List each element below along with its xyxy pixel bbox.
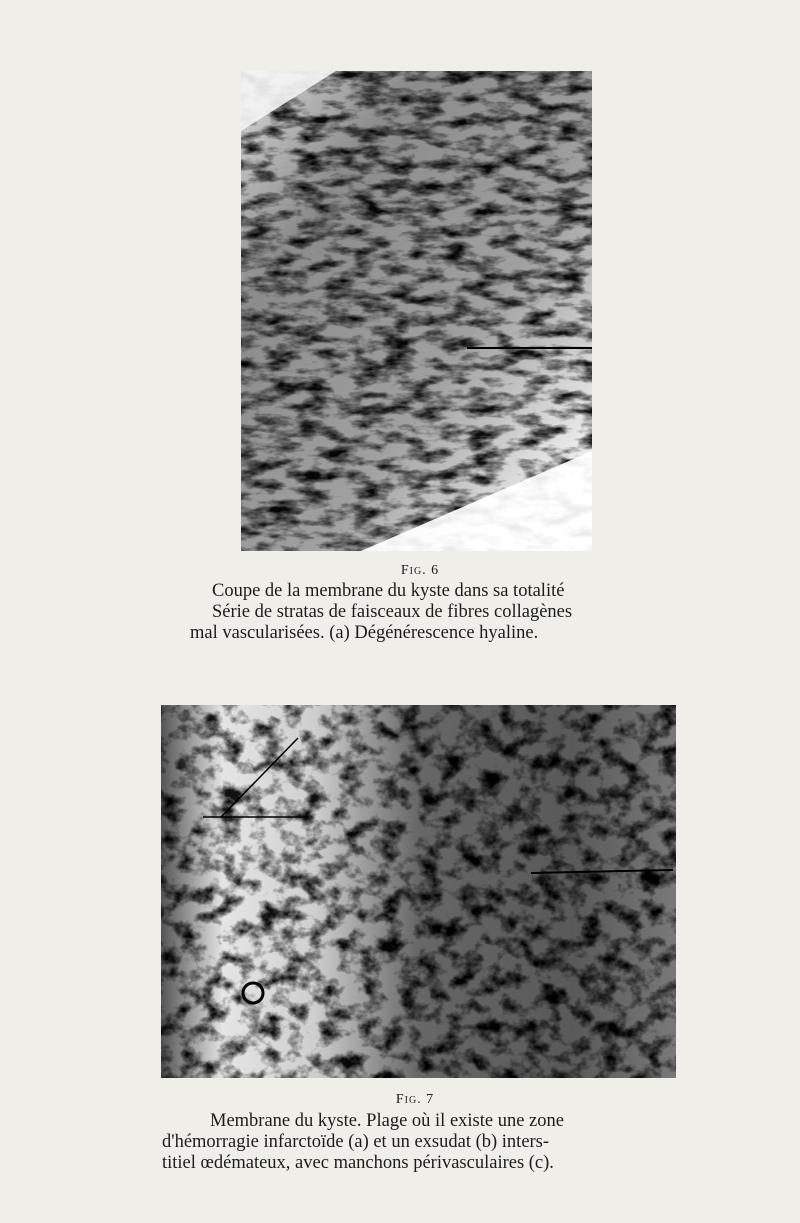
figure-6-caption-line: Coupe de la membrane du kyste dans sa totalité	[212, 581, 565, 601]
figure-7-caption	[162, 1111, 682, 1174]
figure-7-micrograph	[161, 705, 676, 1078]
figure-7-label: Fig. 7	[395, 1092, 435, 1107]
figure-7-caption-line: titiel œdémateux, avec manchons périvasculaires (c).	[162, 1153, 554, 1173]
figure-7-caption-line: d'hémorragie infarctoïde (a) et un exsudat (b) inters-	[162, 1132, 550, 1152]
figure-7-caption-line: Membrane du kyste. Plage où il existe une zone	[210, 1111, 564, 1131]
figure-6-micrograph	[241, 71, 592, 551]
figure-6-caption-line: mal vascularisées. (a) Dégénérescence hyaline.	[190, 623, 539, 643]
figure-6-caption-line: Série de stratas de faisceaux de fibres collagènes	[212, 602, 573, 622]
figure-6-label: Fig. 6	[400, 563, 440, 578]
figure-6-caption	[190, 581, 660, 644]
